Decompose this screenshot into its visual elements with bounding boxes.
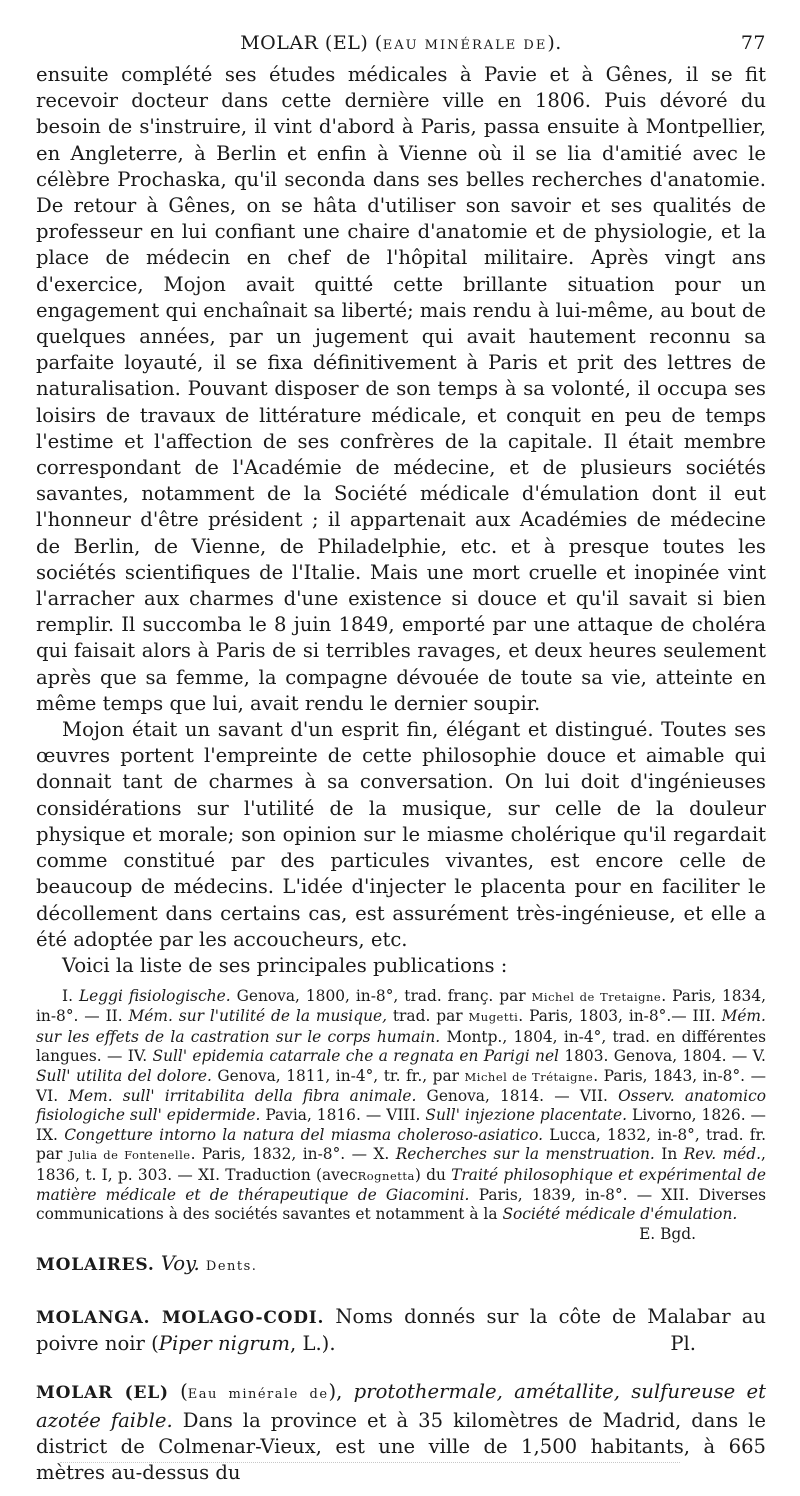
entry-molar: MOLAR (EL) (Eau minérale de), protothermale, amétallite, sulfureuse et azotée faible. Dans la province et à 35 kilomètres de Madrid, dans le district de Colmenar-Vieux, est une ville de 1,500 habitants, à 665 mètres au-dessus du: [36, 1379, 767, 1484]
paragraph-assessment: Mojon était un savant d'un esprit fin, élégant et distingué. Toutes ses œuvres portent l'empreinte de cette philosophie douce et aimable qui donnait tant de charmes à sa conversation. On lui doit d'ingénieuses considérations sur l'utilité de la musique, sur celle de la douleur physique et morale; son opinion sur le miasme cholérique qu'il regardait comme constitué par des particules vivantes, est encore celle de beaucoup de médecins. L'idée d'injecter le placenta pour en faciliter le décollement dans certains cas, est assurément très-ingénieuse, et elle a été adoptée par les accoucheurs, etc.: [36, 718, 766, 951]
running-title: [36, 32, 766, 54]
author-signature: E. Bgd.: [639, 1224, 696, 1243]
paragraph-biography: ensuite complété ses études médicales à Pavie et à Gênes, il se fit recevoir docteur dans cette dernière ville en 1806. Puis dévoré du besoin de s'instruire, il vint d'abord à Paris, passa ensuite à Montpellier, en Angleterre, à Berlin et enfin à Vienne où il se lia d'amitié avec le célèbre Prochaska, qu'il seconda dans ses belles recherches d'anatomie. De retour à Gênes, on se hâta d'utiliser son savoir et ses qualités de professeur en lui confiant une chaire d'anatomie et de physiologie, et la place de médecin en chef de l'hôpital militaire. Après vingt ans d'exercice, Mojon avait quitté cette brillante situation pour un engagement qui enchaînait sa liberté; mais rendu à lui-même, au bout de quelques années, par un jugement qui avait hautement reconnu sa parfaite loyauté, il se fixa définitivement à Paris et prit des lettres de naturalisation. Pouvant disposer de son temps à sa volonté, il occupa ses loisirs de travaux de littérature médicale, et conquit en peu de temps l'estime et l'affection de ses confrères de la capitale. Il était membre correspondant de l'Académie de médecine, et de plusieurs sociétés savantes, notamment de la Société médicale d'émulation dont il eut l'honneur d'être président ; il appartenait aux Académies de médecine de Berlin, de Vienne, de Philadelphie, etc. et à presque toutes les sociétés scientifiques de l'Italie. Mais une mort cruelle et inopinée vint l'arracher aux charmes d'une existence si douce et qu'il savait si bien remplir. Il succomba le 8 juin 1849, emporté par une attaque de choléra qui faisait alors à Paris de si terribles ravages, et deux heures seulement après que sa femme, la compagne dévouée de toute sa vie, atteinte en même temps que lui, avait rendu le dernier soupir.: [36, 63, 766, 715]
entry-headword: MOLAIRES.: [36, 1254, 155, 1275]
running-title-smallcaps: EAU MINÉRALE DE: [382, 38, 548, 53]
entry-headword: MOLANGA. MOLAGO-CODI.: [36, 1307, 325, 1328]
page-number: 77: [740, 32, 766, 54]
bibliography-list: I. Leggi fisiologische. Genova, 1800, in-8°, trad. franç. par Michel de Tretaigne. Paris, 1834, in-8°. — II. Mém. sur l'utilité de la musique, trad. par Mugetti. Paris, 1803, in-8°.— III. Mém. sur les effets de la castration sur le corps humain. Montp., 1804, in-4°, trad. en différentes langues. — IV. Sull' epidemia catarrale che a regnata en Parigi nel 1803. Genova, 1804. — V. Sull' utilita del dolore. Genova, 1811, in-4°, tr. fr., par Michel de Trétaigne. Paris, 1843, in-8°. — VI. Mem. sull' irritabilita della fibra animale. Genova, 1814. — VII. Osserv. anatomico fisiologiche sull' epidermide. Pavia, 1816. — VIII. Sull' injezione placentate. Livorno, 1826. — IX. Congetture intorno la natura del miasma choleroso-asiatico. Lucca, 1832, in-8°, trad. fr. par Julia de Fontenelle. Paris, 1832, in-8°. — X. Recherches sur la menstruation. In Rev. méd., 1836, t. I, p. 303. — XI. Traduction (avecRognetta) du Traité philosophique et expérimental de matière médicale et de thérapeutique de Giacomini. Paris, 1839, in-8°. — XII. Diverses communications à des sociétés savantes et notamment à la Société médicale d'émulation. E. Bgd.: [36, 986, 767, 1243]
running-title-main: MOLAR (EL) (: [240, 32, 383, 54]
entry-molanga: MOLANGA. MOLAGO-CODI. Noms donnés sur la côte de Malabar au poivre noir (Piper nigrum, L.). Pl.: [36, 1304, 766, 1355]
page-bottom-bleed: [60, 1462, 680, 1463]
entry-headword: MOLAR (EL): [36, 1382, 169, 1403]
cross-reference: Dents.: [205, 1258, 258, 1274]
entry-signature: Pl.: [670, 1331, 696, 1355]
running-head: [36, 28, 766, 62]
running-title-end: ).: [547, 32, 562, 54]
entry-molaires: MOLAIRES. Voy. Dents.: [36, 1251, 258, 1275]
bibliography-intro: Voici la liste de ses principales publications :: [62, 953, 508, 977]
